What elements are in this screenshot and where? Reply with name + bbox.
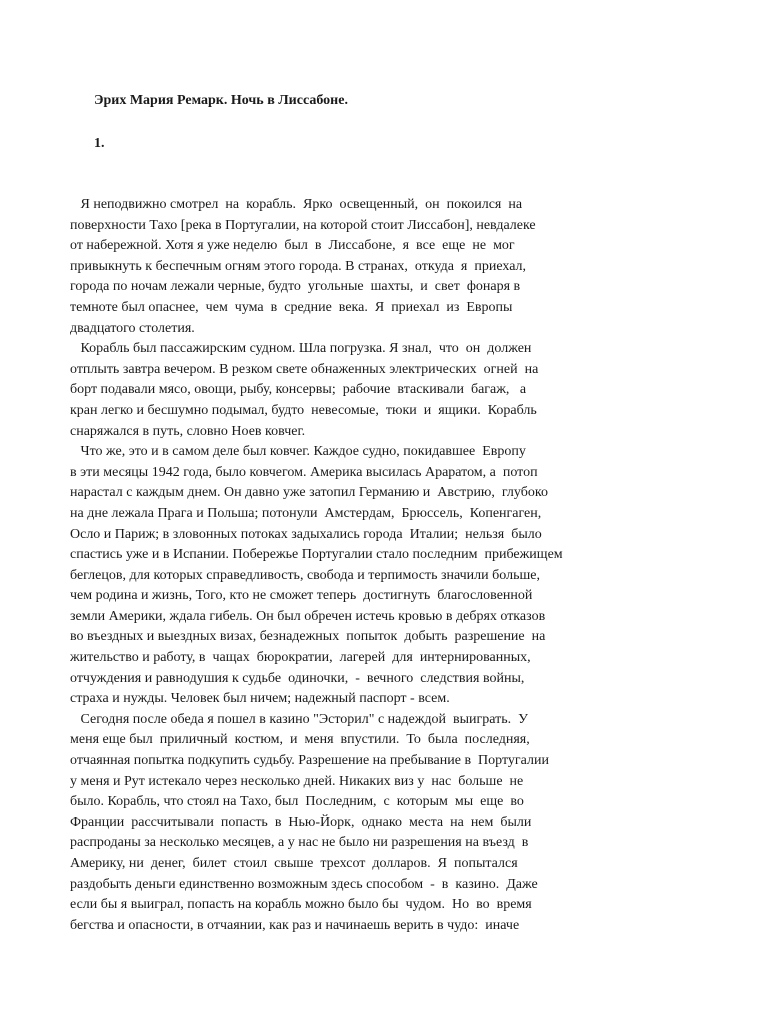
text-line: во въездных и выездных визах, безнадежных попыток добыть разрешение на (70, 629, 546, 645)
text-line: раздобыть деньги единственно возможным здесь способом - в казино. Даже (70, 876, 538, 892)
text-line: поверхности Тахо [река в Португалии, на которой стоит Лиссабон], невдалеке (70, 217, 536, 233)
text-line: отчуждения и равнодушия к судьбе одиночки, - вечного следствия войны, (70, 670, 525, 686)
text-line: жительство и работу, в чащах бюрократии, лагерей для интернированных, (70, 650, 531, 666)
text-line: Сегодня после обеда я пошел в казино "Эсторил" с надеждой выиграть. У (70, 711, 529, 727)
text-line: кран легко и бесшумно подымал, будто невесомые, тюки и ящики. Корабль (70, 402, 537, 418)
text-line: земли Америки, ждала гибель. Он был обречен истечь кровью в дебрях отказов (70, 608, 546, 624)
text-line: отплыть завтра вечером. В резком свете обнаженных электрических огней на (70, 361, 539, 377)
text-line: Я неподвижно смотрел на корабль. Ярко освещенный, он покоился на (70, 197, 523, 212)
text-line: темноте был опаснее, чем чума в средние века. Я приехал из Европы (70, 299, 513, 315)
text-line: бегства и опасности, в отчаянии, как раз и начинаешь верить в чудо: иначе (70, 917, 520, 933)
text-line: в эти месяцы 1942 года, было ковчегом. Америка высилась Араратом, а потоп (70, 464, 538, 480)
text-line: распроданы за несколько месяцев, а у нас не было ни разрешения на въезд в (70, 835, 529, 851)
text-line: нарастал с каждым днем. Он давно уже затопил Германию и Австрию, глубоко (70, 485, 548, 501)
text-line: снаряжался в путь, словно Ноев ковчег. (70, 423, 306, 439)
text-line: двадцатого столетия. (70, 320, 195, 336)
body-text (70, 195, 590, 936)
text-line: привыкнуть к беспечным огням этого города. В странах, откуда я приехал, (70, 258, 527, 274)
text-line: города по ночам лежали черные, будто угольные шахты, и свет фонаря в (70, 279, 521, 295)
text-line: если бы я выиграл, попасть на корабль можно было бы чудом. Но во время (70, 897, 532, 913)
text-line: страха и нужды. Человек был ничем; надежный паспорт - всем. (70, 691, 450, 707)
text-line: Франции рассчитывали попасть в Нью-Йорк, однако места на нем были (70, 814, 532, 830)
text-line: спастись уже и в Испании. Побережье Португалии стало последним прибежищем (70, 547, 563, 563)
text-line: борт подавали мясо, овощи, рыбу, консервы; рабочие втаскивали багаж, а (70, 382, 527, 398)
text-line: Корабль был пассажирским судном. Шла погрузка. Я знал, что он должен (70, 341, 532, 357)
text-line: меня еще был приличный костюм, и меня впустили. То была последняя, (70, 732, 530, 748)
text-line: на дне лежала Прага и Польша; потонули Амстердам, Брюссель, Копенгаген, (70, 505, 542, 521)
chapter-number: 1. (94, 136, 105, 151)
text-line: беглецов, для которых справедливость, свобода и терпимость значили больше, (70, 567, 540, 583)
text-line: было. Корабль, что стоял на Тахо, был Последним, с которым мы еще во (70, 794, 524, 810)
text-line: от набережной. Хотя я уже неделю был в Лиссабоне, я все еще не мог (70, 238, 515, 254)
text-line: отчаянная попытка подкупить судьбу. Разрешение на пребывание в Португалии (70, 753, 549, 769)
page-title: Эрих Мария Ремарк. Ночь в Лиссабоне. (94, 93, 348, 108)
text-line: Америку, ни денег, билет стоил свыше трехсот долларов. Я попытался (70, 856, 518, 871)
text-line: чем родина и жизнь, Того, кто не сможет теперь достигнуть благословенной (70, 588, 533, 604)
text-line: Осло и Париж; в зловонных потоках задыхались города Италии; нельзя было (70, 526, 542, 542)
text-line: Что же, это и в самом деле был ковчег. Каждое судно, покидавшее Европу (70, 444, 526, 460)
text-line: у меня и Рут истекало через несколько дней. Никаких виз у нас больше не (70, 773, 524, 789)
